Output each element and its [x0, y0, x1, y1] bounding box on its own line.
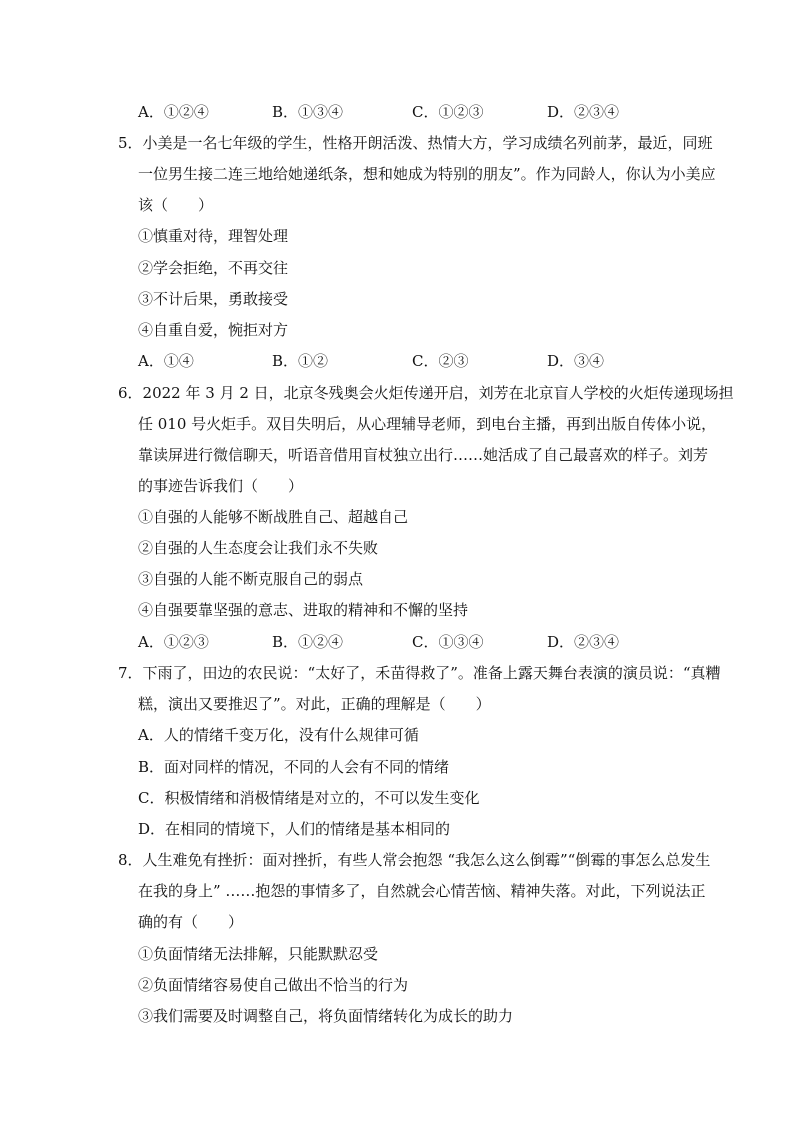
q5-stem-line: 5．小美是一名七年级的学生，性格开朗活泼、热情大方，学习成绩名列前茅，最近，同班: [118, 134, 713, 152]
q5-option-b[interactable]: B．①②: [272, 352, 329, 370]
q8-stem-line: 在我的身上” ……抱怨的事情多了，自然就会心情苦恼、精神失落。对此，下列说法正: [138, 882, 706, 900]
q6-item-2: ②自强的人生态度会让我们永不失败: [138, 539, 379, 557]
q7-option-b[interactable]: B．面对同样的情况，不同的人会有不同的情绪: [138, 758, 450, 776]
q5-stem-line: 一位男生接二连三地给她递纸条，想和她成为特别的朋友”。作为同龄人，你认为小美应: [138, 165, 716, 183]
q8-stem-line: 8．人生难免有挫折：面对挫折，有些人常会抱怨 “我怎么这么倒霉”“倒霉的事怎么总发生: [118, 851, 711, 869]
q7-option-c[interactable]: C．积极情绪和消极情绪是对立的，不可以发生变化: [138, 789, 480, 807]
q5-option-d[interactable]: D．③④: [547, 352, 605, 370]
q6-option-d[interactable]: D．②③④: [547, 633, 620, 651]
q6-stem-line: 的事迹告诉我们（ ）: [138, 477, 304, 495]
q5-item-2: ②学会拒绝，不再交往: [138, 259, 289, 277]
q8-item-2: ②负面情绪容易使自己做出不恰当的行为: [138, 976, 409, 994]
q7-stem-line: 7．下雨了，田边的农民说：“太好了，禾苗得救了”。准备上露天舞台表演的演员说：“真糟: [118, 664, 721, 682]
q7-stem-line: 糕，演出又要推迟了”。对此，正确的理解是（ ）: [138, 695, 491, 713]
q5-option-a[interactable]: A．①④: [138, 352, 194, 370]
q6-item-4: ④自强要靠坚强的意志、进取的精神和不懈的坚持: [138, 601, 469, 619]
q4-option-d[interactable]: D．②③④: [547, 103, 620, 121]
q6-item-1: ①自强的人能够不断战胜自己、超越自己: [138, 508, 409, 526]
q6-option-b[interactable]: B．①②④: [272, 633, 344, 651]
q5-item-1: ①慎重对待，理智处理: [138, 227, 289, 245]
q4-option-b[interactable]: B．①③④: [272, 103, 344, 121]
q4-options: [138, 102, 658, 122]
q6-stem-line: 任 010 号火炬手。双目失明后，从心理辅导老师，到电台主播，再到出版自传体小说，: [138, 415, 717, 433]
q6-option-c[interactable]: C．①③④: [412, 633, 484, 651]
q5-stem-line: 该（ ）: [138, 196, 214, 214]
q5-item-3: ③不计后果，勇敢接受: [138, 290, 289, 308]
q6-options: [138, 632, 658, 652]
q5-options: [138, 351, 658, 371]
q6-option-a[interactable]: A．①②③: [138, 633, 209, 651]
q6-item-3: ③自强的人能不断克服自己的弱点: [138, 570, 364, 588]
q8-stem-line: 确的有（ ）: [138, 913, 244, 931]
q5-item-4: ④自重自爱，惋拒对方: [138, 321, 289, 339]
q5-option-c[interactable]: C．②③: [412, 352, 469, 370]
q8-item-3: ③我们需要及时调整自己，将负面情绪转化为成长的助力: [138, 1007, 514, 1025]
q6-stem-line: 6．2022 年 3 月 2 日，北京冬残奥会火炬传递开启，刘芳在北京盲人学校的火炬传递现场担: [118, 384, 734, 402]
q4-option-c[interactable]: C．①②③: [412, 103, 484, 121]
q8-item-1: ①负面情绪无法排解，只能默默忍受: [138, 945, 379, 963]
q7-option-a[interactable]: A．人的情绪千变万化，没有什么规律可循: [138, 726, 419, 744]
q6-stem-line: 靠读屏进行微信聊天，听语音借用盲杖独立出行……她活成了自己最喜欢的样子。刘芳: [138, 446, 709, 464]
q4-option-a[interactable]: A．①②④: [138, 103, 209, 121]
q7-option-d[interactable]: D．在相同的情境下，人们的情绪是基本相同的: [138, 820, 451, 838]
